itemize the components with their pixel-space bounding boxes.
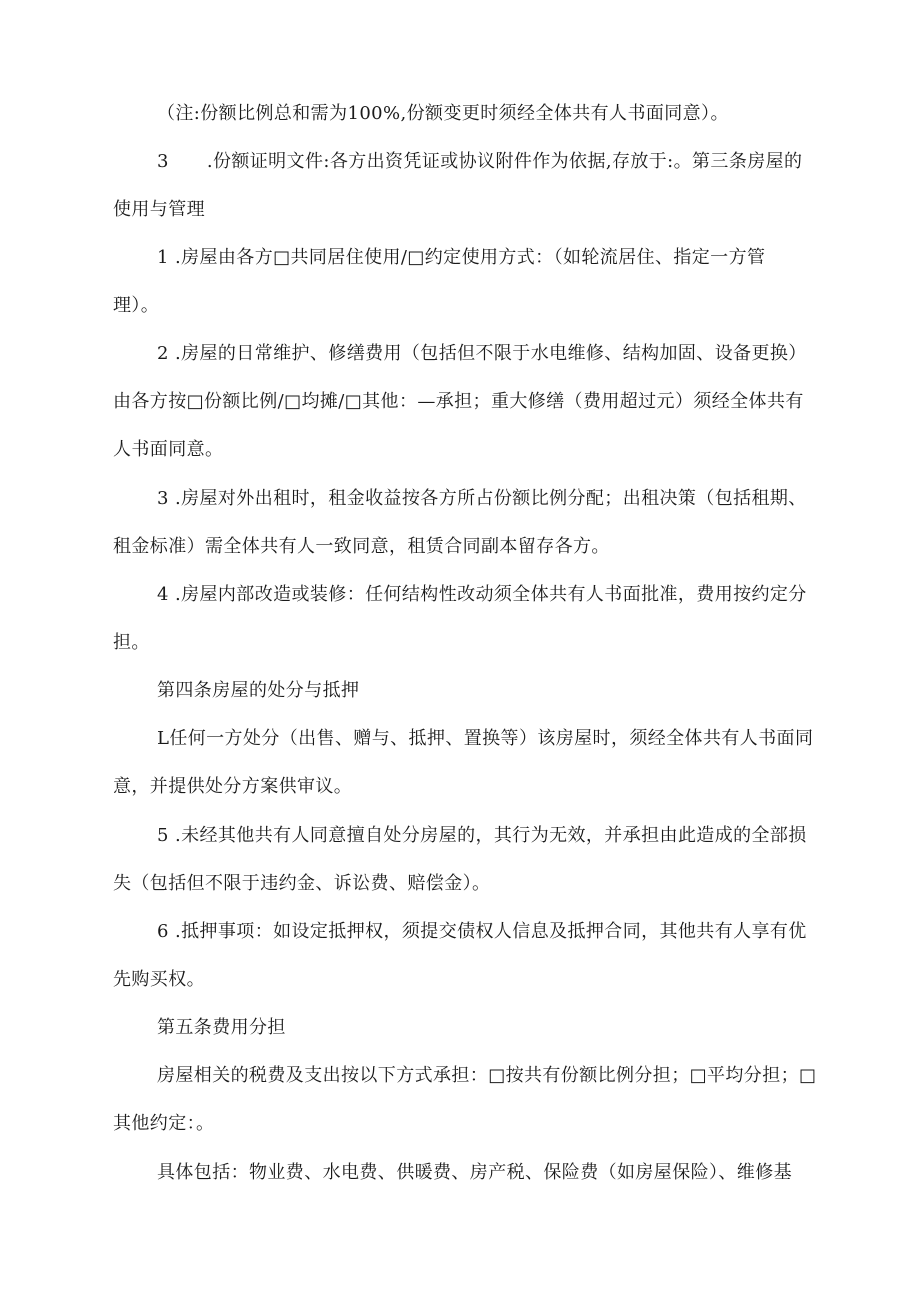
- section-heading: 第五条费用分担: [157, 1017, 286, 1038]
- paragraph-line: 担。: [113, 632, 150, 653]
- paragraph-line: 6 .抵押事项：如设定抵押权，须提交债权人信息及抵押合同，其他共有人享有优: [157, 921, 807, 942]
- paragraph-line: 先购买权。: [113, 969, 205, 990]
- section-heading: 第四条房屋的处分与抵押: [157, 680, 360, 701]
- paragraph-line: 房屋相关的税费及支出按以下方式承担：□按共有份额比例分担；□平均分担；□: [157, 1065, 817, 1086]
- paragraph-text: .份额证明文件:各方出资凭证或协议附件作为依据,存放于:。第三条房屋的: [206, 151, 803, 172]
- paragraph-line: 租金标准）需全体共有人一致同意，租赁合同副本留存各方。: [113, 536, 610, 557]
- paragraph-line: 其他约定：。: [113, 1113, 215, 1134]
- paragraph-line: 2 .房屋的日常维护、修缮费用（包括但不限于水电维修、结构加固、设备更换）: [157, 343, 807, 364]
- paragraph-line: 意，并提供处分方案供审议。: [113, 776, 353, 797]
- paragraph-line: 理）。: [113, 295, 160, 316]
- paragraph-line: （注:份额比例总和需为100%,份额变更时须经全体共有人书面同意）。: [157, 103, 729, 124]
- paragraph-line: 5 .未经其他共有人同意擅自处分房屋的，其行为无效，并承担由此造成的全部损: [157, 825, 807, 846]
- paragraph-line: L任何一方处分（出售、赠与、抵押、置换等）该房屋时，须经全体共有人书面同: [157, 728, 814, 749]
- paragraph-line: 人书面同意。: [113, 439, 224, 460]
- paragraph-line: 3 .房屋对外出租时，租金收益按各方所占份额比例分配；出租决策（包括租期、: [157, 488, 807, 509]
- item-number: 3: [157, 151, 169, 172]
- paragraph-line: 由各方按□份额比例/□均摊/□其他：—承担；重大修缮（费用超过元）须经全体共有: [113, 391, 804, 412]
- paragraph-line: 1 .房屋由各方□共同居住使用/□约定使用方式：（如轮流居住、指定一方管: [157, 247, 766, 268]
- paragraph-line: [157, 150, 802, 174]
- paragraph-line: 使用与管理: [113, 199, 205, 220]
- paragraph-line: 失（包括但不限于违约金、诉讼费、赔偿金）。: [113, 873, 491, 894]
- paragraph-line: 具体包括：物业费、水电费、供暖费、房产税、保险费（如房屋保险）、维修基: [157, 1162, 792, 1183]
- paragraph-line: 4 .房屋内部改造或装修：任何结构性改动须全体共有人书面批准，费用按约定分: [157, 584, 807, 605]
